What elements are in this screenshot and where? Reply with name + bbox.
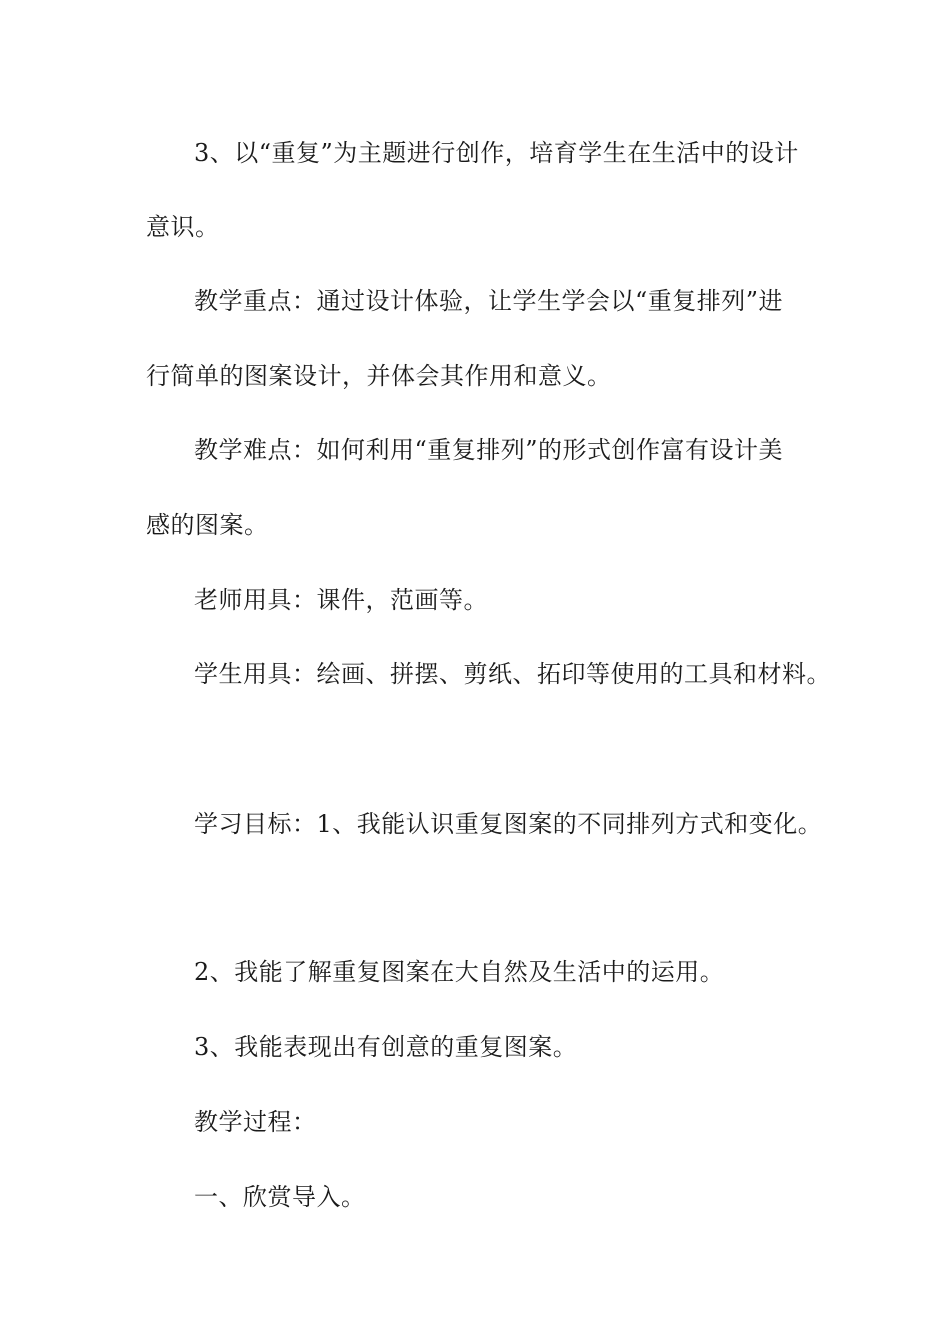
text-line: 教学重点：通过设计体验，让学生学会以“重复排列”进 — [194, 287, 784, 315]
text-line: 2、我能了解重复图案在大自然及生活中的运用。 — [194, 958, 725, 986]
text-line: 教学难点：如何利用“重复排列”的形式创作富有设计美 — [194, 436, 784, 464]
text-line: 学习目标：1、我能认识重复图案的不同排列方式和变化。 — [194, 810, 823, 838]
text-line: 教学过程： — [194, 1108, 317, 1136]
text-line: 感的图案。 — [146, 511, 269, 539]
text-line: 意识。 — [146, 213, 220, 241]
text-line: 学生用具：绘画、拼摆、剪纸、拓印等使用的工具和材料。 — [194, 660, 831, 688]
text-line: 3、我能表现出有创意的重复图案。 — [194, 1033, 578, 1061]
text-line: 行简单的图案设计，并体会其作用和意义。 — [146, 362, 612, 390]
text-line: 一、欣赏导入。 — [194, 1183, 366, 1211]
text-line: 老师用具：课件，范画等。 — [194, 586, 488, 614]
text-line: 3、以“重复”为主题进行创作，培育学生在生活中的设计 — [194, 139, 799, 167]
